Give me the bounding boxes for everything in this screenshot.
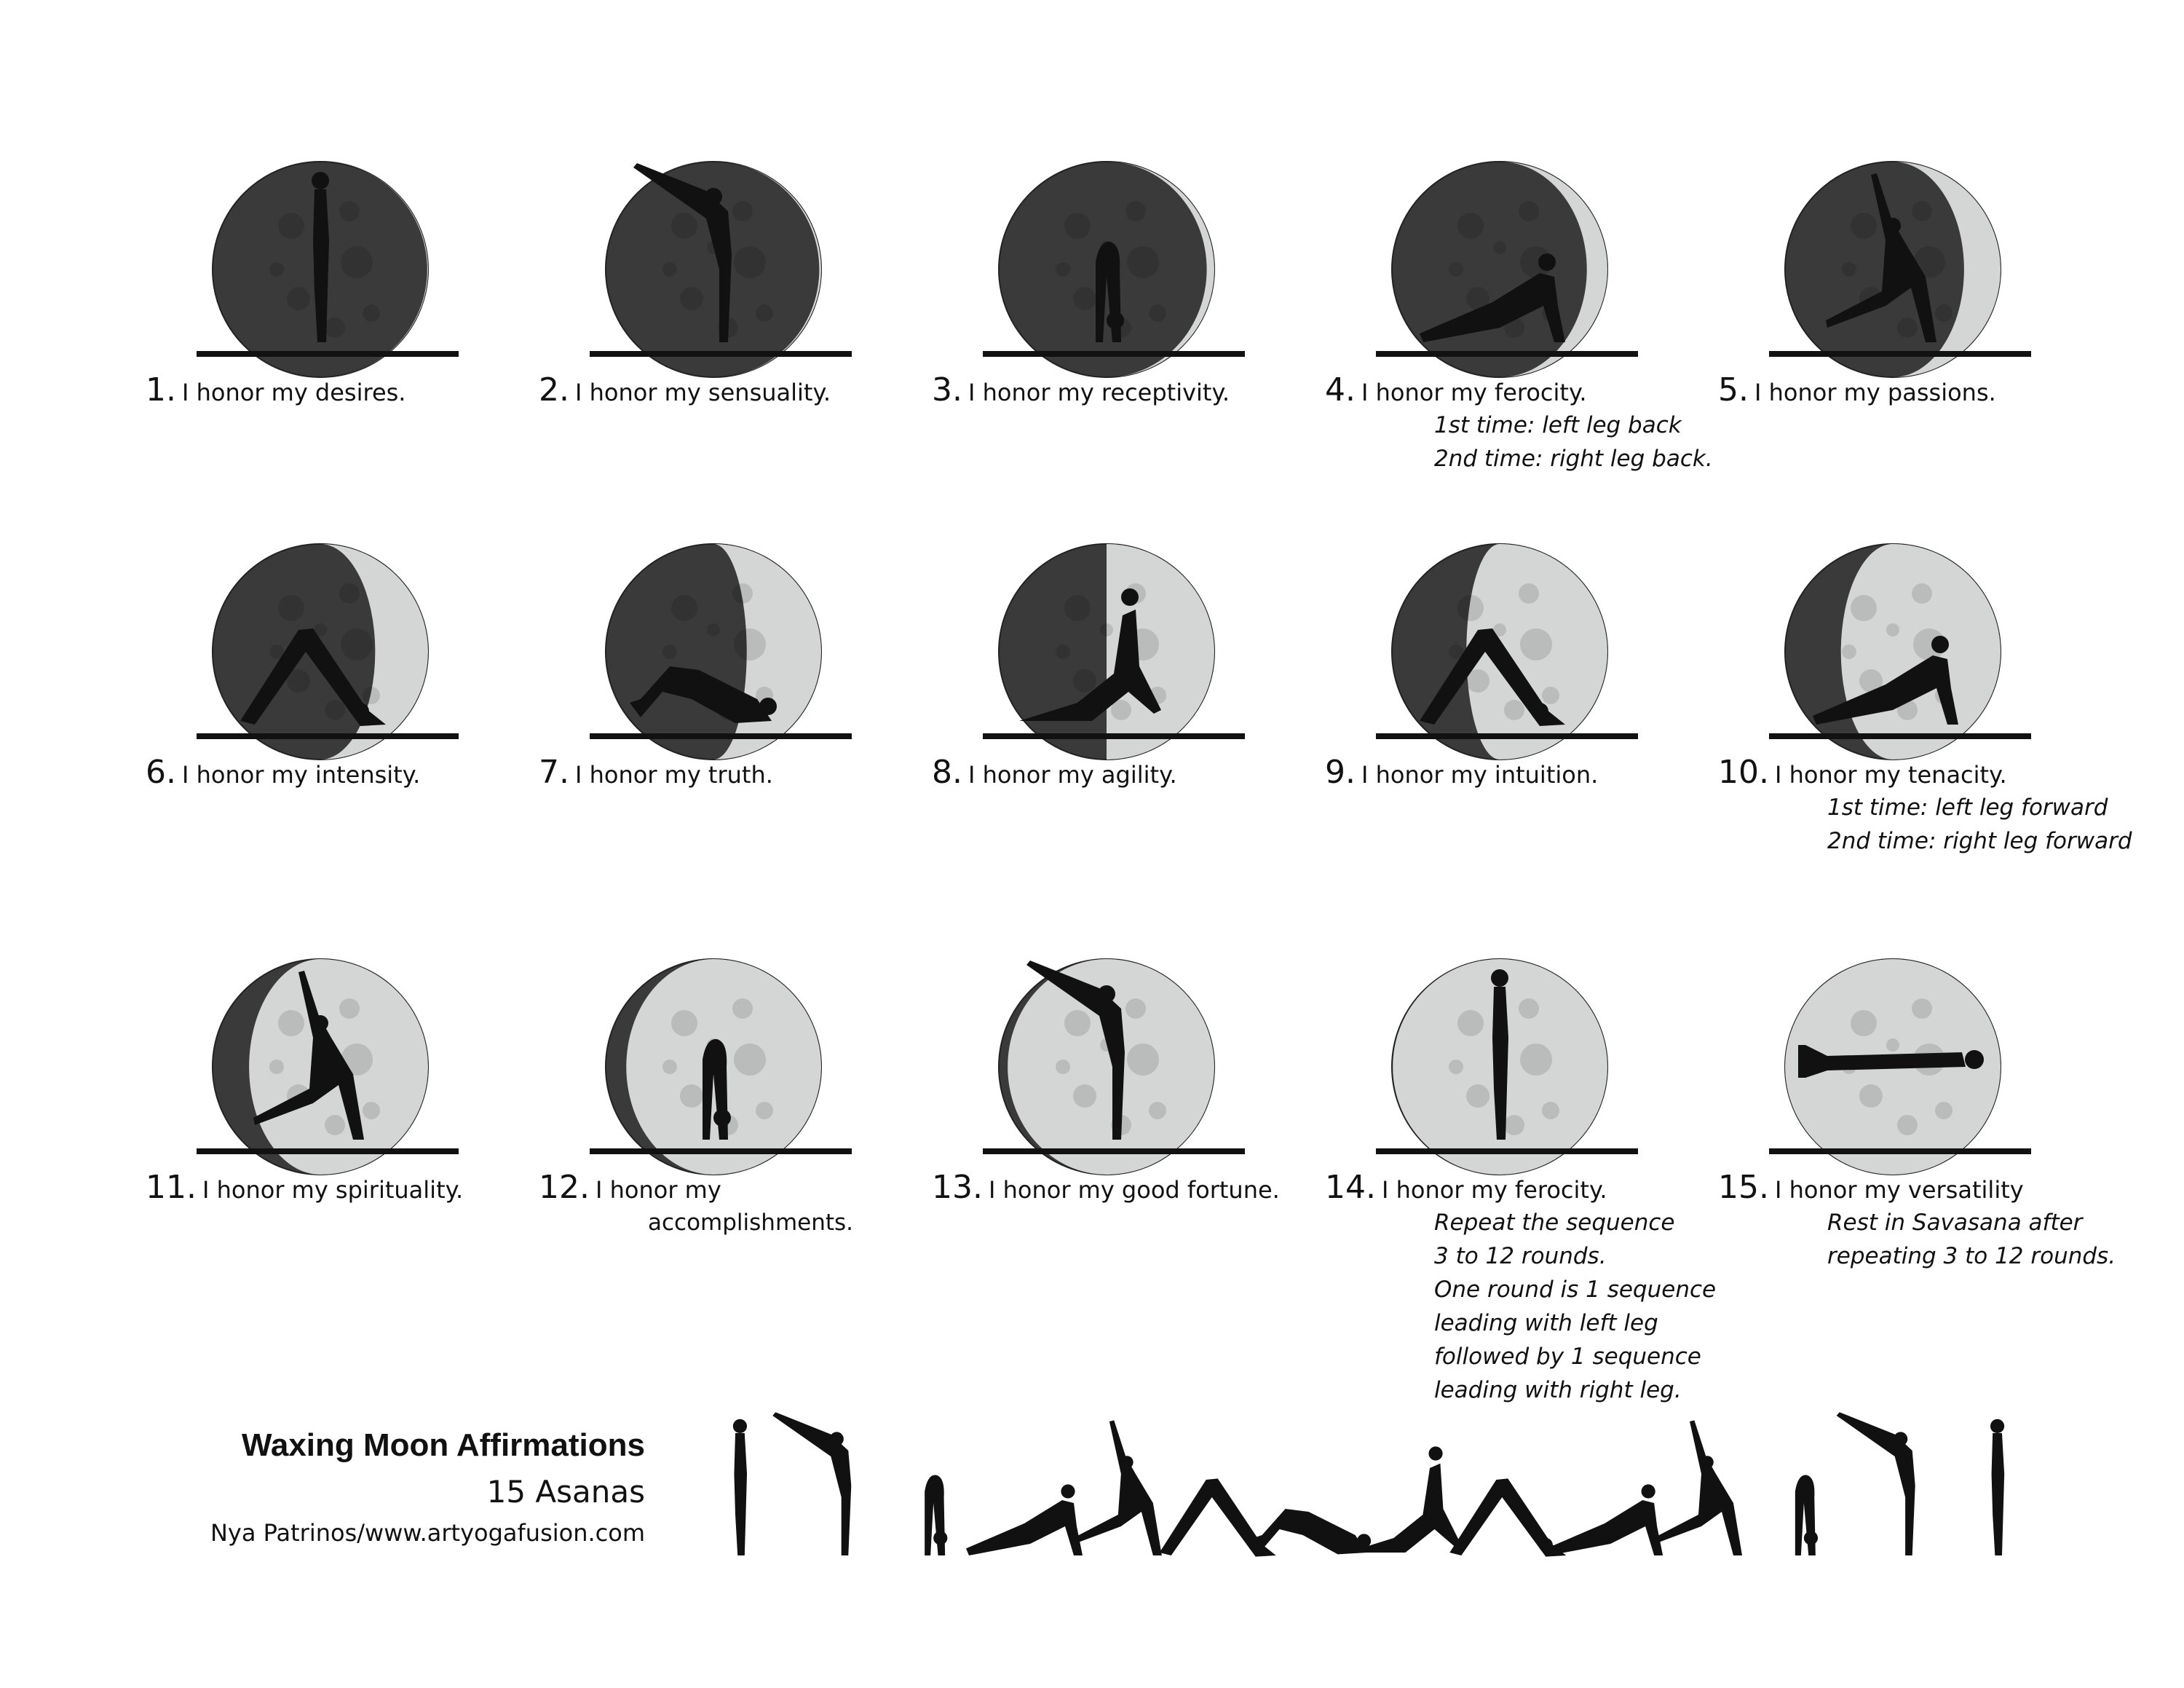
ground-line bbox=[197, 733, 459, 739]
pose-instruction: 2nd time: right leg forward bbox=[1827, 828, 2132, 854]
pose-instruction: repeating 3 to 12 rounds. bbox=[1827, 1243, 2116, 1269]
affirmation-number: 9. bbox=[1325, 754, 1356, 791]
affirmation-label bbox=[1325, 371, 1713, 476]
affirmation-text: I honor my spirituality. bbox=[202, 1176, 464, 1204]
page-title: Waxing Moon Affirmations bbox=[241, 1427, 645, 1463]
strip-pose-silhouette bbox=[966, 1484, 1083, 1555]
affirmation-label bbox=[539, 1169, 917, 1239]
sequence-strip bbox=[684, 1384, 2038, 1558]
strip-pose-silhouette bbox=[1449, 1478, 1566, 1556]
affirmation-number: 2. bbox=[539, 371, 569, 409]
ground-line bbox=[1376, 733, 1638, 739]
affirmation-item bbox=[539, 543, 932, 921]
strip-pose-silhouette bbox=[1837, 1412, 1915, 1555]
affirmation-text: I honor my bbox=[595, 1176, 721, 1204]
ground-line bbox=[1769, 733, 2031, 739]
ground-line bbox=[983, 1148, 1245, 1154]
pose-instruction: 3 to 12 rounds. bbox=[1434, 1243, 1607, 1269]
ground-line bbox=[590, 733, 852, 739]
affirmation-item bbox=[539, 958, 932, 1336]
moon-phase-illustration bbox=[1784, 543, 2002, 761]
strip-pose-silhouette bbox=[1653, 1420, 1742, 1555]
moon-phase-illustration bbox=[211, 958, 430, 1176]
author-credit: Nya Patrinos/www.artyogafusion.com bbox=[210, 1519, 645, 1547]
ground-line bbox=[983, 351, 1245, 357]
affirmation-text: I honor my good fortune. bbox=[988, 1176, 1280, 1204]
ground-line bbox=[1376, 1148, 1638, 1154]
affirmation-label bbox=[539, 371, 917, 409]
pose-instruction: leading with right leg. bbox=[1434, 1377, 1682, 1403]
moon-phase-illustration bbox=[211, 543, 430, 761]
moon-phase-illustration bbox=[997, 958, 1216, 1176]
affirmation-item bbox=[146, 958, 539, 1336]
affirmation-item bbox=[146, 543, 539, 921]
ground-line bbox=[1769, 351, 2031, 357]
pose-instruction: followed by 1 sequence bbox=[1434, 1344, 1701, 1370]
pose-instruction: leading with left leg bbox=[1434, 1310, 1658, 1336]
pose-instruction: 1st time: left leg forward bbox=[1827, 794, 2108, 821]
affirmation-label bbox=[146, 754, 524, 791]
affirmation-text: I honor my ferocity. bbox=[1361, 379, 1587, 406]
moon-phase-illustration bbox=[1784, 958, 2002, 1176]
affirmation-text: I honor my intuition. bbox=[1361, 761, 1599, 789]
affirmation-label bbox=[932, 371, 1310, 409]
affirmation-number: 13. bbox=[932, 1169, 983, 1206]
affirmation-number: 8. bbox=[932, 754, 962, 791]
strip-pose-silhouette bbox=[772, 1412, 851, 1555]
affirmation-number: 11. bbox=[146, 1169, 197, 1206]
affirmation-item bbox=[1718, 160, 2111, 539]
pose-instruction: Rest in Savasana after bbox=[1827, 1210, 2083, 1236]
affirmation-label bbox=[932, 754, 1310, 791]
ground-line bbox=[197, 1148, 459, 1154]
affirmation-item bbox=[932, 958, 1325, 1336]
affirmation-number: 7. bbox=[539, 754, 569, 791]
affirmation-item bbox=[1325, 958, 1718, 1403]
moon-phase-illustration bbox=[604, 160, 823, 379]
affirmation-text: I honor my versatility bbox=[1774, 1176, 2024, 1204]
affirmation-number: 15. bbox=[1718, 1169, 1769, 1206]
affirmation-label bbox=[146, 1169, 524, 1206]
affirmation-item bbox=[539, 160, 932, 539]
strip-pose-silhouette bbox=[1254, 1509, 1372, 1554]
strip-pose-silhouette bbox=[1546, 1484, 1663, 1555]
affirmation-label bbox=[932, 1169, 1310, 1206]
pose-instruction: 2nd time: right leg back. bbox=[1434, 446, 1713, 472]
affirmation-number: 3. bbox=[932, 371, 962, 409]
affirmation-number: 4. bbox=[1325, 371, 1356, 409]
affirmation-label bbox=[1718, 371, 2097, 409]
affirmation-label bbox=[1718, 754, 2132, 858]
moon-phase-illustration bbox=[1390, 958, 1609, 1176]
affirmation-number: 1. bbox=[146, 371, 176, 409]
ground-line bbox=[590, 1148, 852, 1154]
pose-instruction: 1st time: left leg back bbox=[1434, 412, 1682, 438]
affirmation-item bbox=[146, 160, 539, 539]
ground-line bbox=[1769, 1148, 2031, 1154]
affirmation-number: 6. bbox=[146, 754, 176, 791]
moon-phase-illustration bbox=[1390, 543, 1609, 761]
ground-line bbox=[590, 351, 852, 357]
affirmation-number: 10. bbox=[1718, 754, 1769, 791]
affirmation-label bbox=[539, 754, 917, 791]
moon-phase-illustration bbox=[997, 160, 1216, 379]
affirmation-text: I honor my passions. bbox=[1754, 379, 1996, 406]
affirmation-label bbox=[146, 371, 524, 409]
strip-pose-silhouette bbox=[733, 1419, 747, 1555]
affirmation-text: I honor my truth. bbox=[574, 761, 773, 789]
page-subtitle: 15 Asanas bbox=[486, 1474, 645, 1510]
moon-phase-illustration bbox=[604, 543, 823, 761]
affirmation-text-continued: accomplishments. bbox=[648, 1210, 854, 1236]
affirmation-text: I honor my desires. bbox=[181, 379, 406, 406]
affirmation-label bbox=[1325, 754, 1704, 791]
affirmation-text: I honor my intensity. bbox=[181, 761, 421, 789]
moon-phase-illustration bbox=[1784, 160, 2002, 379]
strip-pose-silhouette bbox=[925, 1475, 947, 1556]
affirmation-number: 5. bbox=[1718, 371, 1749, 409]
strip-pose-silhouette bbox=[1073, 1420, 1162, 1555]
pose-instruction: One round is 1 sequence bbox=[1434, 1277, 1717, 1303]
affirmation-text: I honor my receptivity. bbox=[968, 379, 1230, 406]
affirmation-item bbox=[932, 543, 1325, 921]
affirmation-item bbox=[932, 160, 1325, 539]
affirmation-label bbox=[1325, 1169, 1717, 1407]
affirmation-number: 12. bbox=[539, 1169, 590, 1206]
affirmation-text: I honor my tenacity. bbox=[1774, 761, 2007, 789]
ground-line bbox=[983, 733, 1245, 739]
affirmation-text: I honor my agility. bbox=[968, 761, 1177, 789]
affirmation-item bbox=[1718, 958, 2116, 1336]
moon-phase-illustration bbox=[604, 958, 823, 1176]
affirmation-item bbox=[1325, 160, 1718, 539]
affirmation-label bbox=[1718, 1169, 2116, 1273]
moon-phase-illustration bbox=[1390, 160, 1609, 379]
affirmation-text: I honor my sensuality. bbox=[574, 379, 831, 406]
strip-pose-silhouette bbox=[1990, 1419, 2004, 1555]
moon-phase-illustration bbox=[997, 543, 1216, 761]
ground-line bbox=[1376, 351, 1638, 357]
pose-instruction: Repeat the sequence bbox=[1434, 1210, 1675, 1236]
moon-phase-illustration bbox=[211, 160, 430, 379]
ground-line bbox=[197, 351, 459, 357]
affirmation-item bbox=[1718, 543, 2132, 921]
strip-pose-silhouette bbox=[1795, 1475, 1818, 1556]
affirmation-number: 14. bbox=[1325, 1169, 1376, 1206]
affirmation-text: I honor my ferocity. bbox=[1381, 1176, 1607, 1204]
affirmation-item bbox=[1325, 543, 1718, 921]
